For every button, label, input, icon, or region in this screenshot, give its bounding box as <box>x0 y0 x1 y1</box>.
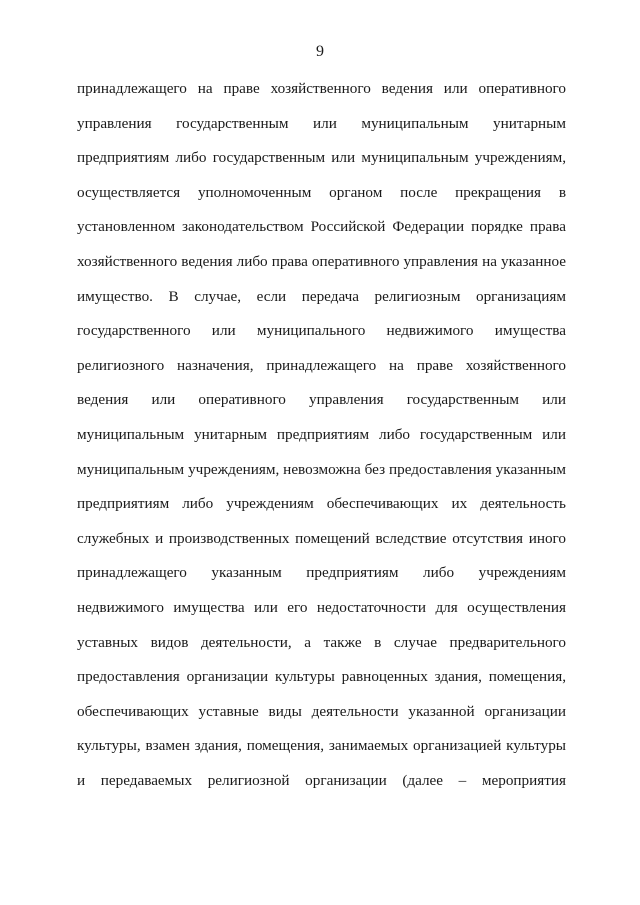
text-line: установленном законодательством Российской Федерации порядке права <box>77 218 566 236</box>
text-line: ведения или оперативного управления государственным или <box>77 391 566 409</box>
text-line: хозяйственного ведения либо права оперативного управления на указанное <box>77 252 566 270</box>
text-line: предприятиям либо учреждениям обеспечивающих их деятельность <box>77 495 566 513</box>
text-line: управления государственным или муниципальным унитарным <box>77 114 566 132</box>
text-line: предоставления организации культуры равноценных здания, помещения, <box>77 668 566 686</box>
text-line: служебных и производственных помещений вследствие отсутствия иного <box>77 529 566 547</box>
body-text <box>77 80 566 806</box>
text-line: принадлежащего на праве хозяйственного ведения или оперативного <box>77 80 566 97</box>
text-line: осуществляется уполномоченным органом после прекращения в <box>77 183 566 201</box>
page-number: 9 <box>316 43 324 60</box>
text-line: имущество. В случае, если передача религиозным организациям <box>77 287 566 305</box>
text-line: недвижимого имущества или его недостаточности для осуществления <box>77 598 566 616</box>
text-line: уставных видов деятельности, а также в случае предварительного <box>77 633 566 651</box>
text-line: принадлежащего указанным предприятиям либо учреждениям <box>77 564 566 582</box>
text-line: муниципальным унитарным предприятиям либо государственным или <box>77 425 566 443</box>
text-line: культуры, взамен здания, помещения, занимаемых организацией культуры <box>77 737 566 755</box>
text-line: и передаваемых религиозной организации (далее – мероприятия <box>77 771 566 789</box>
text-line: предприятиям либо государственным или муниципальным учреждениям, <box>77 149 566 167</box>
text-line: муниципальным учреждениям, невозможна без предоставления указанным <box>77 460 566 478</box>
text-line: государственного или муниципального недвижимого имущества <box>77 322 566 340</box>
text-line: обеспечивающих уставные виды деятельности указанной организации <box>77 702 566 720</box>
text-line: религиозного назначения, принадлежащего на праве хозяйственного <box>77 356 566 374</box>
